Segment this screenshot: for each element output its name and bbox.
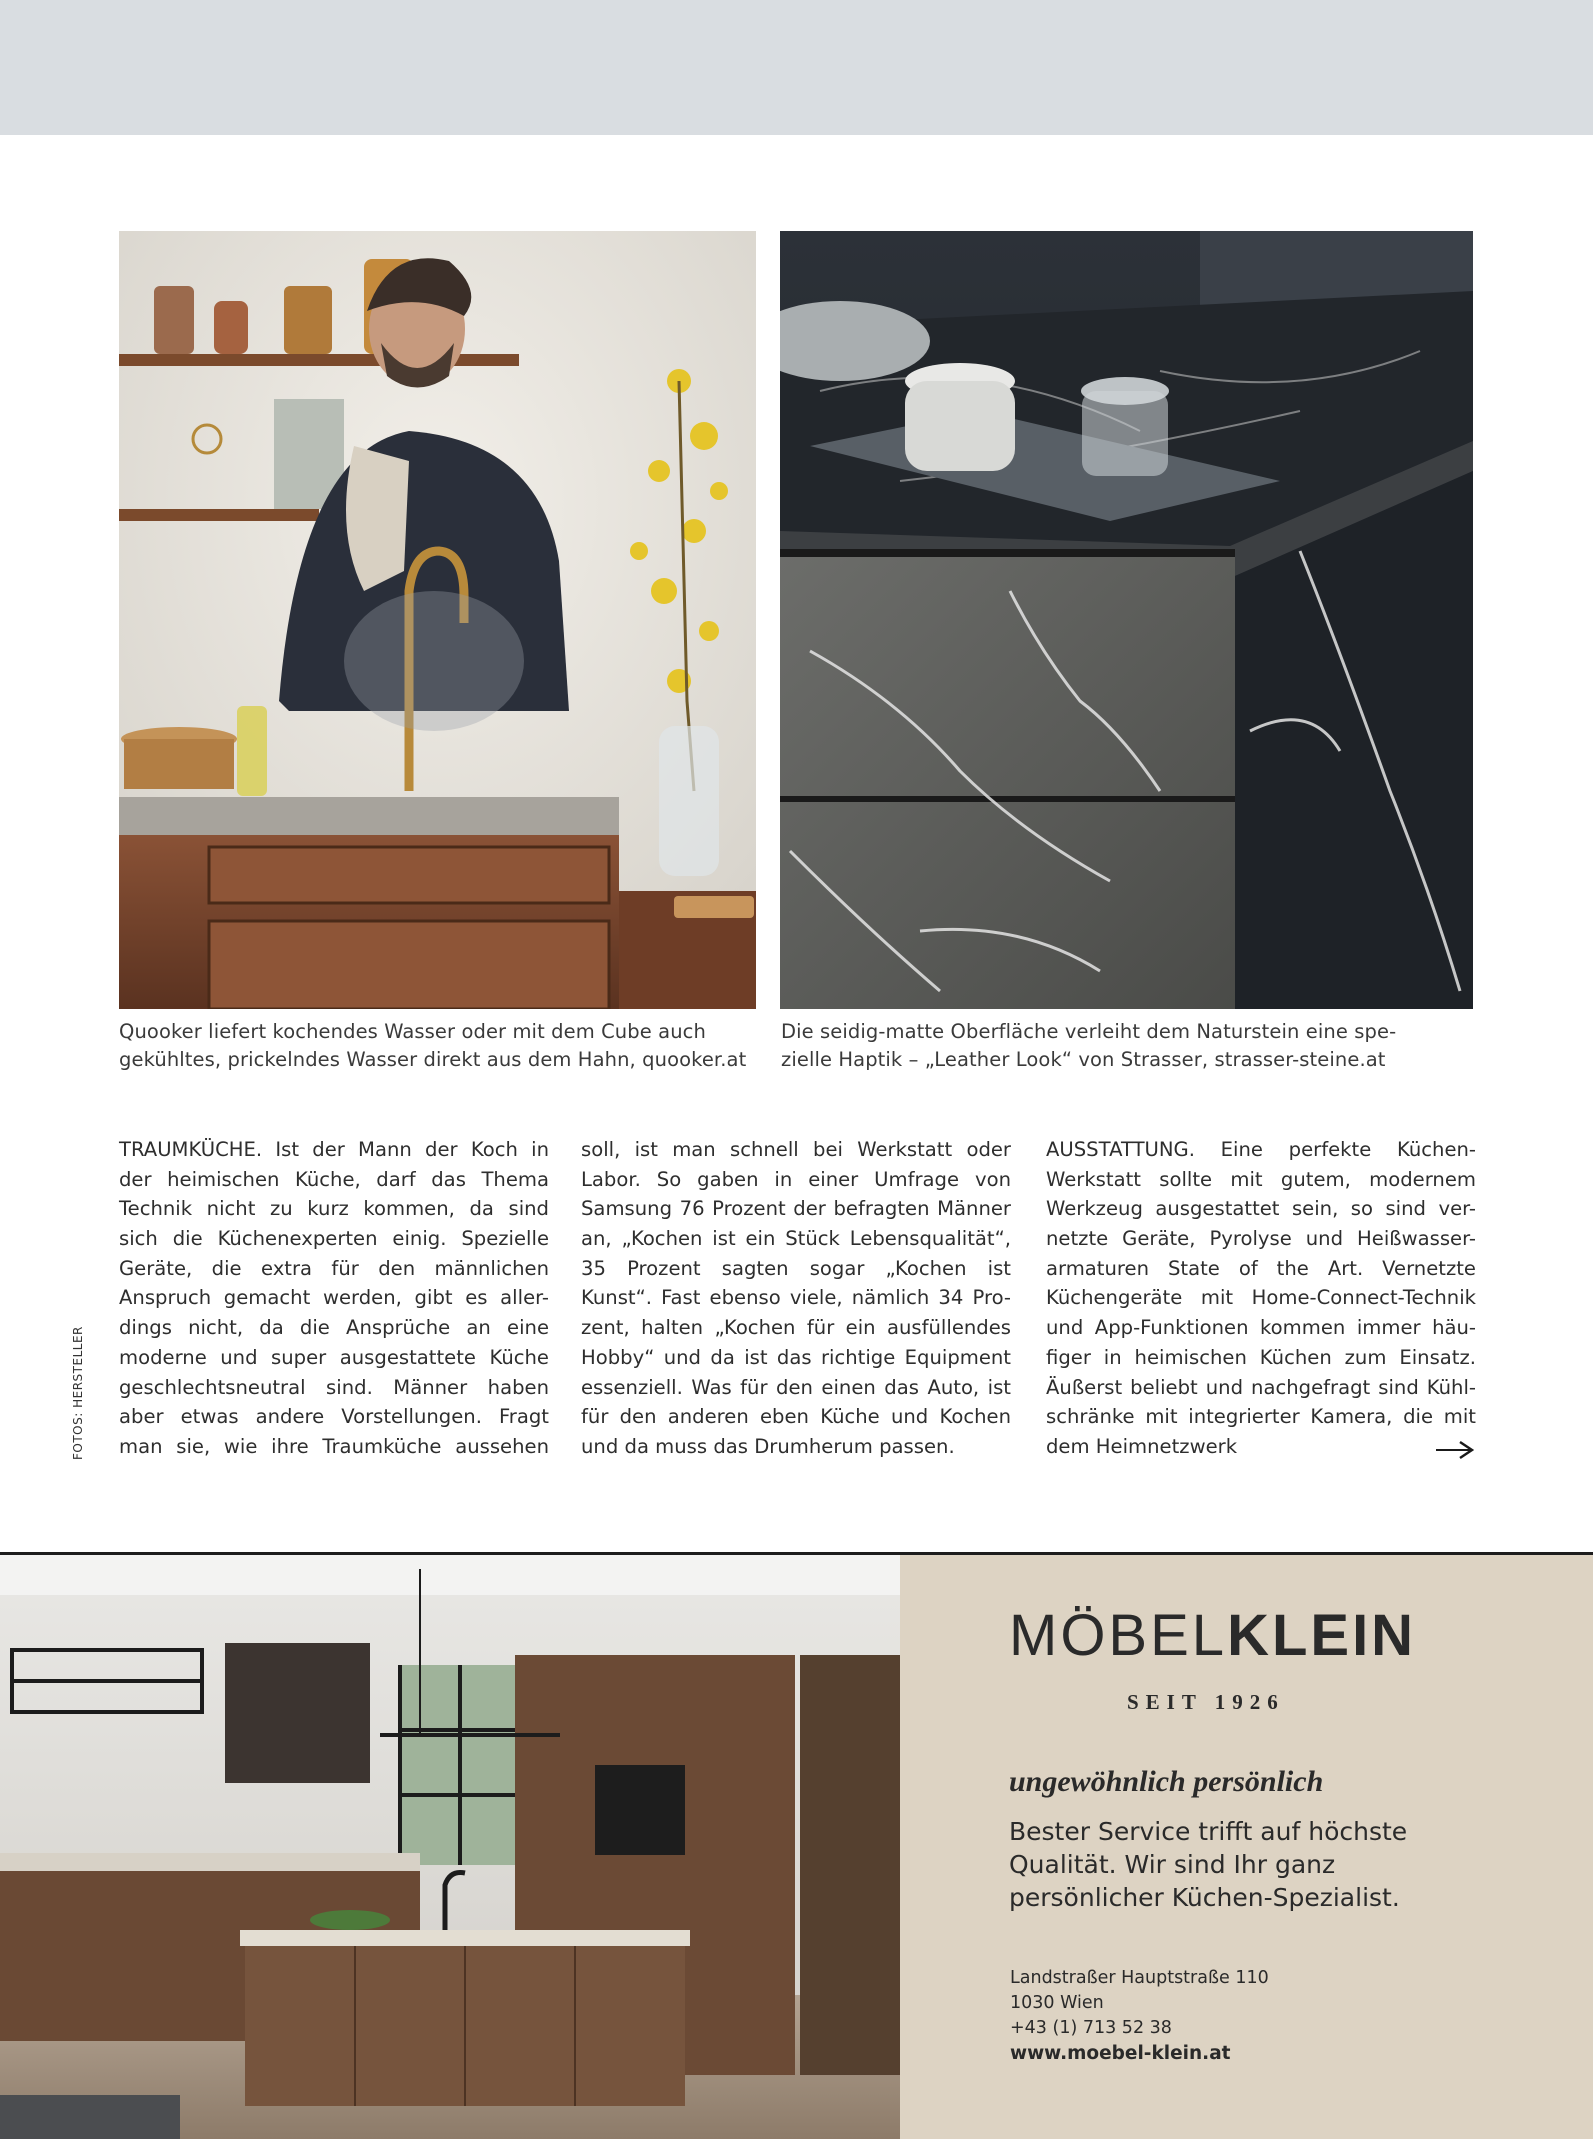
ad-contact xyxy=(1010,1966,1269,2066)
text-line: Technik nicht zu kurz kommen, da sind xyxy=(119,1197,549,1221)
ad-tagline: ungewöhnlich persönlich xyxy=(1009,1765,1324,1798)
address-street: Landstraßer Hauptstraße 110 xyxy=(1010,1968,1269,1988)
photo-credit: FOTOS: HERSTELLER xyxy=(71,1326,85,1460)
brand-light: MÖBEL xyxy=(1009,1603,1228,1668)
ad-description xyxy=(1009,1815,1407,1914)
text-line: geschlechtsneutral sind. Männer haben xyxy=(119,1375,549,1399)
continue-arrow-icon xyxy=(1436,1439,1474,1461)
text-line: figer in heimischen Küchen zum Einsatz. xyxy=(1046,1345,1476,1369)
photo-quooker-kitchen xyxy=(119,231,756,1009)
caption-left-line-2: gekühltes, prickelndes Wasser direkt aus dem Hahn, quooker.at xyxy=(119,1048,747,1071)
caption-right-line-2: zielle Haptik – „Leather Look“ von Strasser, strasser-steine.at xyxy=(781,1048,1386,1071)
text-line: schränke mit integrierter Kamera, die mit xyxy=(1046,1405,1476,1429)
ad-description-line: persönlicher Küchen-Spezialist. xyxy=(1009,1883,1400,1912)
phone-number: +43 (1) 713 52 38 xyxy=(1010,2018,1172,2038)
text-line: Kunst“. Fast ebenso viele, nämlich 34 Pro- xyxy=(581,1286,1011,1310)
caption-left xyxy=(119,1018,759,1074)
text-line: aber etwas andere Vorstellungen. Fragt xyxy=(119,1405,549,1429)
article-column-1 xyxy=(119,1135,549,1462)
ad-kitchen-photo xyxy=(0,1555,900,2139)
text-line: Anspruch gemacht werden, gibt es aller- xyxy=(119,1286,549,1310)
text-line: Küchengeräte mit Home-Connect-Technik xyxy=(1046,1286,1476,1310)
text-line: Samsung 76 Prozent der befragten Männer xyxy=(581,1197,1011,1221)
ad-description-line: Bester Service trifft auf höchste xyxy=(1009,1817,1408,1846)
text-line: der heimischen Küche, darf das Thema xyxy=(119,1167,549,1191)
text-line: sich die Küchenexperten einig. Spezielle xyxy=(119,1227,549,1251)
text-line: Werkstatt sollte mit gutem, modernem xyxy=(1046,1167,1476,1191)
article-column-2 xyxy=(581,1135,1011,1462)
brand-since: SEIT 1926 xyxy=(1127,1690,1285,1714)
text-line: moderne und super ausgestattete Küche xyxy=(119,1345,549,1369)
text-line: 35 Prozent sagten sogar „Kochen ist xyxy=(581,1256,1011,1280)
text-line: armaturen State of the Art. Vernetzte xyxy=(1046,1256,1476,1280)
text-line: Hobby“ und da ist das richtige Equipment xyxy=(581,1345,1011,1369)
text-line: TRAUMKÜCHE. Ist der Mann der Koch in xyxy=(119,1138,549,1161)
caption-right-line-1: Die seidig-matte Oberfläche verleiht dem Naturstein eine spe- xyxy=(781,1020,1397,1043)
text-line: Geräte, die extra für den männlichen xyxy=(119,1256,549,1280)
text-line: dings nicht, da die Ansprüche an eine xyxy=(119,1316,549,1340)
text-line: soll, ist man schnell bei Werkstatt oder xyxy=(581,1138,1011,1161)
text-line: zent, halten „Kochen für ein ausfüllendes xyxy=(581,1316,1011,1340)
text-line: netzte Geräte, Pyrolyse und Heißwasser- xyxy=(1046,1227,1476,1251)
text-line: für den anderen eben Küche und Kochen xyxy=(581,1405,1011,1429)
text-line: Labor. So gaben in einer Umfrage von xyxy=(581,1167,1011,1191)
address-city: 1030 Wien xyxy=(1010,1993,1104,2013)
text-line: essenziell. Was für den einen das Auto, ist xyxy=(581,1375,1011,1399)
photo-natural-stone-kitchen xyxy=(780,231,1473,1009)
brand-bold: KLEIN xyxy=(1227,1603,1417,1668)
text-line: an, „Kochen ist ein Stück Lebensqualität“, xyxy=(581,1227,1011,1251)
moebel-klein-logo xyxy=(1009,1602,1416,1669)
text-line: und App-Funktionen kommen immer häu- xyxy=(1046,1316,1476,1340)
website-link[interactable]: www.moebel-klein.at xyxy=(1010,2043,1231,2064)
ad-description-line: Qualität. Wir sind Ihr ganz xyxy=(1009,1850,1336,1879)
text-line: Äußerst beliebt und nachgefragt sind Kühl- xyxy=(1046,1375,1476,1399)
caption-left-line-1: Quooker liefert kochendes Wasser oder mit dem Cube auch xyxy=(119,1020,706,1043)
article-column-3 xyxy=(1046,1135,1476,1462)
text-line: dem Heimnetzwerk xyxy=(1046,1434,1238,1458)
text-line: Werkzeug ausgestattet sein, so sind ver- xyxy=(1046,1197,1476,1221)
caption-right xyxy=(781,1018,1461,1074)
text-line: man sie, wie ihre Traumküche aussehen xyxy=(119,1434,549,1458)
text-line: AUSSTATTUNG. Eine perfekte Küchen- xyxy=(1046,1138,1476,1161)
text-line: und da muss das Drumherum passen. xyxy=(581,1434,955,1458)
top-header-band xyxy=(0,0,1593,135)
